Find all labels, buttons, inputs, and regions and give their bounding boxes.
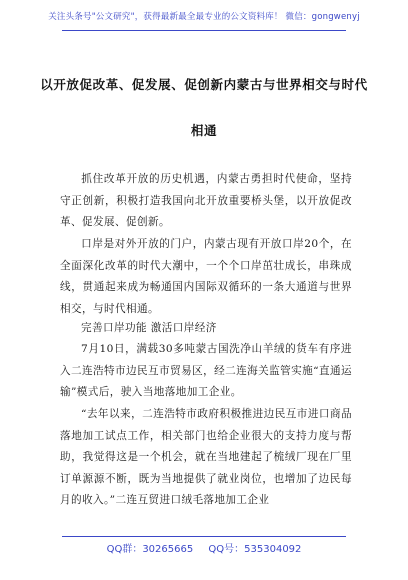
paragraph-intro (60, 169, 352, 234)
footer-qq-group: QQ群：30265665 (106, 544, 194, 555)
paragraph-quote-text: “去年以来，二连浩特市政府积极推进边民互市进口商品落地加工试点工作，相关部门也给企业很大的支持力度与帮助，我觉得这是一个机会，就在当地建起了梳绒厂现在厂里订单源源不断，既为当地提供了就业岗位，也增加了边民每月的收入。”二连互贸进口绒毛落地加工企业 (60, 408, 352, 506)
paragraph-quote (60, 404, 352, 512)
document-title-line-1: 以开放促改革、促发展、促创新内蒙古与世界相交与时代 (40, 77, 368, 92)
paragraph-ports (60, 234, 352, 320)
footer-divider (62, 536, 346, 537)
paragraph-intro-text: 抓住改革开放的历史机遇，内蒙古勇担时代使命，坚持守正创新，积极打造我国向北开放重要桥头堡，以开放促改革、促发展、促创新。 (60, 173, 352, 228)
header-divider (62, 30, 346, 31)
section-subheading (60, 318, 352, 340)
section-subheading-text: 完善口岸功能 激活口岸经济 (81, 322, 217, 334)
paragraph-cashmere-truck-text: 7月10日，满载30多吨蒙古国洗净山羊绒的货车有序进入二连浩特市边民互市贸易区，经二连海关监管实施“直通运输”模式后，驶入当地落地加工企业。 (60, 343, 352, 398)
header-banner: 关注头条号"公文研究"，获得最新最全最专业的公文资料库！ 微信：gongwenyj (48, 12, 360, 22)
footer-contact (0, 540, 408, 555)
document-title-line-2: 相通 (190, 123, 218, 138)
footer-qq-number: QQ号：535304092 (208, 544, 302, 555)
paragraph-ports-text: 口岸是对外开放的门户，内蒙古现有开放口岸20个，在全面深化改革的时代大潮中，一个个口岸茁壮成长，串珠成线，贯通起来成为畅通国内国际双循环的一条大通道与世界相交，与时代相通。 (60, 238, 352, 315)
paragraph-cashmere-truck (60, 339, 352, 404)
